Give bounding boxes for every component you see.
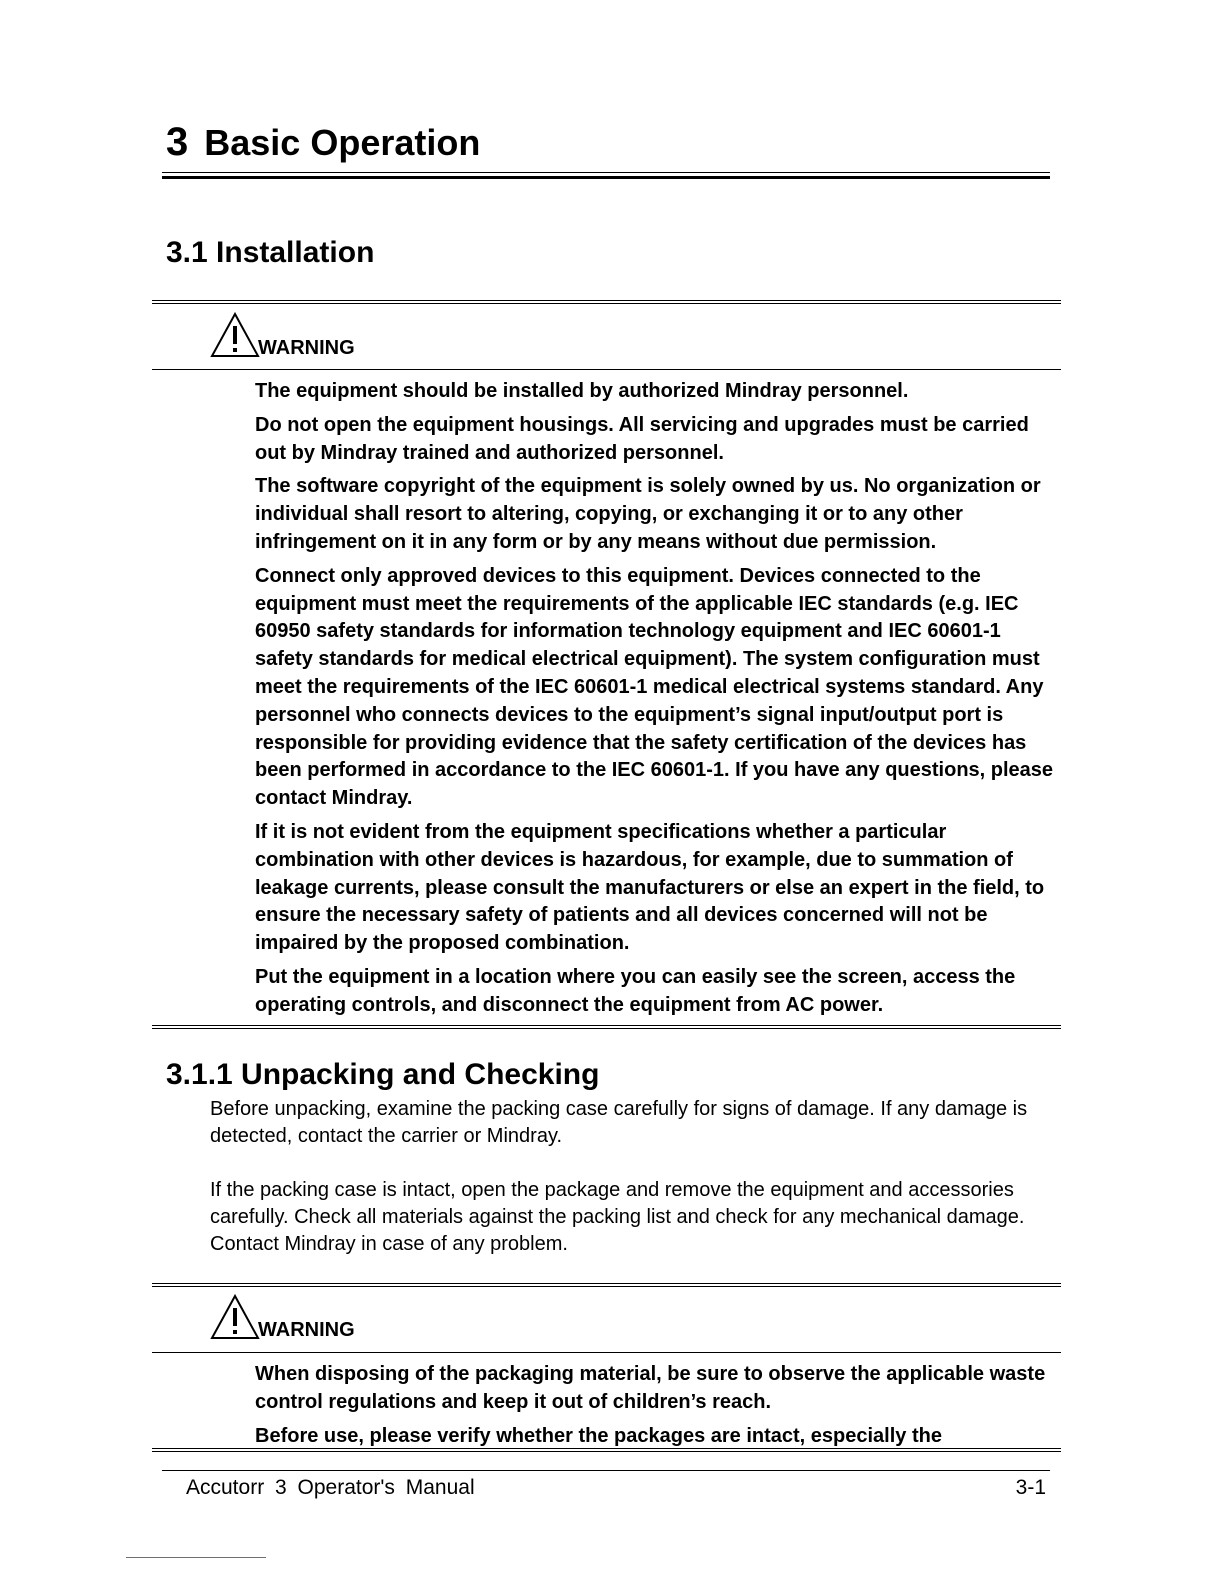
chapter-rule bbox=[162, 172, 1050, 179]
warning-top-rule bbox=[152, 300, 1061, 304]
warning-triangle-icon bbox=[210, 1294, 260, 1340]
warning-item: The software copyright of the equipment is solely owned by us. No organization or individual shall resort to altering, copying, or exchanging it or to any other infringement on it in any form or by any means without due permission. bbox=[255, 475, 1041, 553]
warning-bottom-rule bbox=[152, 1448, 1061, 1452]
warning-header-rule bbox=[152, 369, 1061, 370]
body-paragraph: If the packing case is intact, open the package and remove the equipment and accessories carefully. Check all materials against the packing list and check for any mechanical damage. Contact Mindray in case of any problem. bbox=[210, 1179, 1025, 1255]
warning-item: If it is not evident from the equipment specifications whether a particular combination with other devices is hazardous, for example, due to summation of leakage currents, please consult the manufacturers or else an expert in the field, to ensure the necessary safety of patients and all devices concerned will not be impaired by the proposed combination. bbox=[255, 820, 1045, 955]
warning-item: Put the equipment in a location where you can easily see the screen, access the operating controls, and disconnect the equipment from AC power. bbox=[255, 965, 1016, 1016]
warning-label: WARNING bbox=[258, 1319, 355, 1341]
link-underline bbox=[126, 1557, 266, 1558]
warning-header bbox=[210, 312, 355, 358]
footer-rule bbox=[162, 1470, 1050, 1471]
footer-page-number: 3-1 bbox=[1015, 1476, 1046, 1499]
chapter-title-text: Basic Operation bbox=[204, 122, 481, 163]
footer-manual-title: Accutorr 3 Operator's Manual bbox=[186, 1476, 475, 1499]
subsection-title: 3.1.1 Unpacking and Checking bbox=[166, 1058, 600, 1091]
warning-item: Connect only approved devices to this equipment. Devices connected to the equipment must meet the requirements of the applicable IEC standards (e.g. IEC 60950 safety standards for information technology equipment and IEC 60601-1 safety standards for medical electrical equipment). The system configuration must meet the requirements of the IEC 60601-1 medical electrical systems standard. Any personnel who connects devices to the equipment’s signal input/output port is responsible for providing evidence that the safety certification of the devices has been performed in accordance to the IEC 60601-1. If you have any questions, please contact Mindray. bbox=[255, 564, 1054, 810]
warning-top-rule bbox=[152, 1283, 1061, 1287]
warning-item: The equipment should be installed by authorized Mindray personnel. bbox=[255, 380, 909, 402]
section-title: 3.1 Installation bbox=[166, 236, 375, 269]
warning-header bbox=[210, 1294, 355, 1340]
chapter-title bbox=[166, 120, 480, 165]
warning-triangle-icon bbox=[210, 312, 260, 358]
warning-list bbox=[255, 1361, 1055, 1456]
warning-item: Before use, please verify whether the packages are intact, especially the bbox=[255, 1424, 942, 1447]
warning-label: WARNING bbox=[258, 337, 355, 359]
chapter-number: 3 bbox=[166, 120, 189, 164]
body-paragraph: Before unpacking, examine the packing case carefully for signs of damage. If any damage is detected, contact the carrier or Mindray. bbox=[210, 1098, 1028, 1147]
warning-list bbox=[255, 378, 1055, 1026]
warning-bottom-rule bbox=[152, 1025, 1061, 1029]
warning-header-rule bbox=[152, 1352, 1061, 1353]
warning-item: Do not open the equipment housings. All servicing and upgrades must be carried out by Mindray trained and authorized personnel. bbox=[255, 413, 1029, 464]
warning-item: When disposing of the packaging material, be sure to observe the applicable waste control regulations and keep it out of children’s reach. bbox=[255, 1363, 1046, 1413]
